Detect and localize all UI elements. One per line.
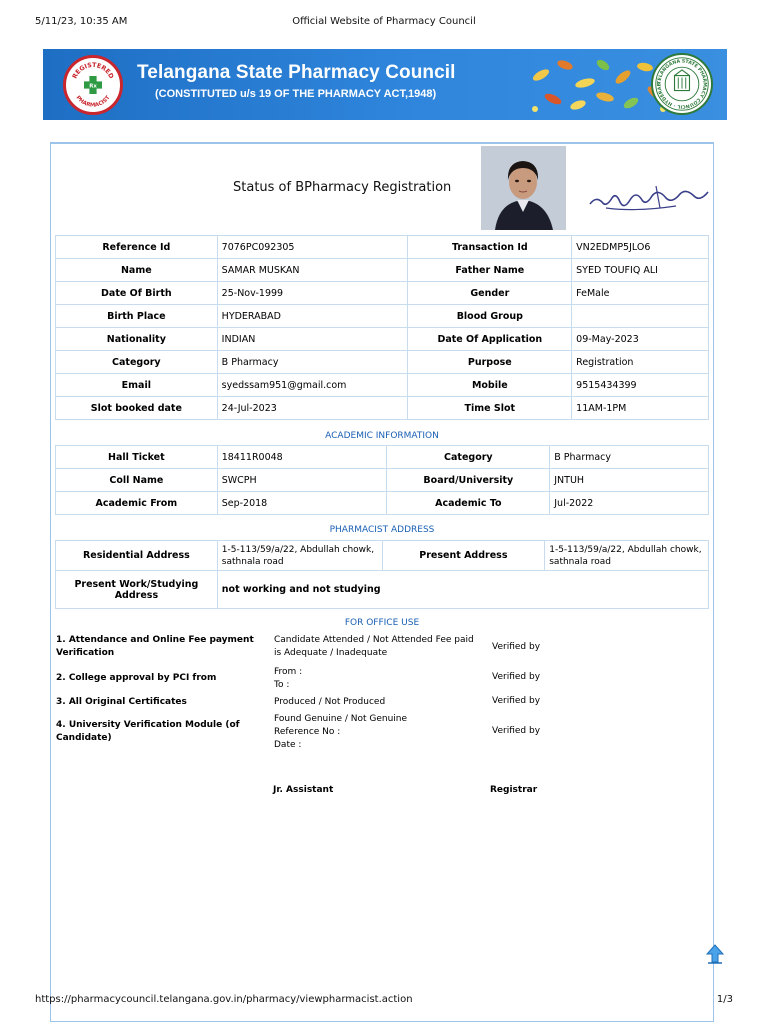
table-row <box>56 236 709 259</box>
table-row <box>56 351 709 374</box>
gender-value: FeMale <box>572 282 709 305</box>
council-seal-text: TELANGANA STATE PHARMACY COUNCIL · HYDERAB <box>657 59 707 109</box>
office-item-verified: Verified by <box>492 696 541 706</box>
office-item-label: 4. University Verification Module (of Candidate) <box>56 720 240 743</box>
time-slot-label: Time Slot <box>408 397 572 420</box>
jr-assistant-signoff: Jr. Assistant <box>273 785 334 795</box>
print-url: https://pharmacycouncil.telangana.gov.in/pharmacy/viewpharmacist.action <box>35 994 413 1005</box>
gender-label: Gender <box>408 282 572 305</box>
table-row <box>56 492 709 515</box>
birth-place-value: HYDERABAD <box>217 305 408 328</box>
purpose-value: Registration <box>572 351 709 374</box>
name-label: Name <box>56 259 218 282</box>
mobile-value: 9515434399 <box>572 374 709 397</box>
office-item-verified: Verified by <box>492 672 541 682</box>
org-subtitle: (CONSTITUTED u/s 19 OF THE PHARMACY ACT,1948) <box>155 88 437 100</box>
time-slot-value: 11AM-1PM <box>572 397 709 420</box>
academic-category-value: B Pharmacy <box>550 446 709 469</box>
print-header <box>35 16 733 30</box>
reference-id-value: 7076PC092305 <box>217 236 408 259</box>
reference-id-label: Reference Id <box>56 236 218 259</box>
table-row <box>56 446 709 469</box>
mobile-label: Mobile <box>408 374 572 397</box>
birth-place-label: Birth Place <box>56 305 218 328</box>
applicant-signature <box>586 182 712 216</box>
coll-name-value: SWCPH <box>217 469 387 492</box>
svg-text:TELANGANA STATE PHARMACY COUNC <box>653 55 708 110</box>
transaction-id-value: VN2EDMP5JLO6 <box>572 236 709 259</box>
office-item-status: Found Genuine / Not Genuine Reference No : Date : <box>274 714 408 750</box>
academic-info-table <box>55 445 709 515</box>
email-value: syedssam951@gmail.com <box>217 374 408 397</box>
table-row <box>56 541 709 571</box>
name-value: SAMAR MUSKAN <box>217 259 408 282</box>
office-item-label: 2. College approval by PCI from <box>56 673 217 683</box>
father-name-label: Father Name <box>408 259 572 282</box>
present-work-address-label: Present Work/Studying Address <box>56 571 218 609</box>
office-item-status: Candidate Attended / Not Attended Fee paid is Adequate / Inadequate <box>274 635 474 658</box>
table-row <box>56 282 709 305</box>
date-of-application-value: 09-May-2023 <box>572 328 709 351</box>
logo-left-mark: Rx <box>89 83 97 90</box>
table-row <box>56 469 709 492</box>
hall-ticket-label: Hall Ticket <box>56 446 218 469</box>
present-address-value: 1-5-113/59/a/22, Abdullah chowk, sathnala road <box>545 541 709 571</box>
email-label: Email <box>56 374 218 397</box>
print-page-title: Official Website of Pharmacy Council <box>292 16 476 27</box>
blood-group-value <box>572 305 709 328</box>
coll-name-label: Coll Name <box>56 469 218 492</box>
office-item-label: 1. Attendance and Online Fee payment Verification <box>56 635 254 658</box>
academic-from-label: Academic From <box>56 492 218 515</box>
scroll-to-top-icon[interactable] <box>706 944 724 964</box>
board-university-label: Board/University <box>387 469 550 492</box>
academic-from-value: Sep-2018 <box>217 492 387 515</box>
print-page-number: 1/3 <box>716 994 733 1005</box>
print-datetime: 5/11/23, 10:35 AM <box>35 16 128 27</box>
office-item-verified: Verified by <box>492 726 541 736</box>
slot-booked-date-value: 24-Jul-2023 <box>217 397 408 420</box>
logo-left-bottom-text: PHARMACIST <box>74 94 112 109</box>
residential-address-label: Residential Address <box>56 541 218 571</box>
pharmacist-address-table <box>55 540 709 609</box>
office-item-verified: Verified by <box>492 642 541 652</box>
table-row <box>56 374 709 397</box>
personal-info-table <box>55 235 709 420</box>
category-value: B Pharmacy <box>217 351 408 374</box>
office-item-status: Produced / Not Produced <box>274 697 386 707</box>
pharmacist-address-heading: PHARMACIST ADDRESS <box>329 525 435 535</box>
academic-to-value: Jul-2022 <box>550 492 709 515</box>
academic-info-heading: ACADEMIC INFORMATION <box>325 431 439 441</box>
registered-pharmacist-logo-icon <box>63 55 123 115</box>
applicant-photo <box>481 146 566 230</box>
table-row <box>56 397 709 420</box>
table-row <box>56 328 709 351</box>
father-name-value: SYED TOUFIQ ALI <box>572 259 709 282</box>
page-title: Status of BPharmacy Registration <box>233 180 452 195</box>
dob-label: Date Of Birth <box>56 282 218 305</box>
nationality-label: Nationality <box>56 328 218 351</box>
board-university-value: JNTUH <box>550 469 709 492</box>
dob-value: 25-Nov-1999 <box>217 282 408 305</box>
table-row <box>56 571 709 609</box>
org-name: Telangana State Pharmacy Council <box>137 62 456 83</box>
table-row <box>56 305 709 328</box>
svg-text:PHARMACIST <box>75 95 112 109</box>
present-work-address-value: not working and not studying <box>217 571 708 609</box>
council-seal-icon <box>651 53 713 115</box>
academic-category-label: Category <box>387 446 550 469</box>
office-use-heading: FOR OFFICE USE <box>344 618 420 628</box>
residential-address-value: 1-5-113/59/a/22, Abdullah chowk, sathnala road <box>217 541 382 571</box>
date-of-application-label: Date Of Application <box>408 328 572 351</box>
site-banner <box>43 49 727 120</box>
purpose-label: Purpose <box>408 351 572 374</box>
category-label: Category <box>56 351 218 374</box>
table-row <box>56 259 709 282</box>
registrar-signoff: Registrar <box>490 785 538 795</box>
logo-left-top-text: REGISTERED <box>71 61 115 80</box>
transaction-id-label: Transaction Id <box>408 236 572 259</box>
print-footer <box>35 994 733 1008</box>
present-address-label: Present Address <box>382 541 545 571</box>
office-item-status: From : To : <box>274 667 303 690</box>
office-item-label: 3. All Original Certificates <box>56 697 187 707</box>
hall-ticket-value: 18411R0048 <box>217 446 387 469</box>
blood-group-label: Blood Group <box>408 305 572 328</box>
nationality-value: INDIAN <box>217 328 408 351</box>
slot-booked-date-label: Slot booked date <box>56 397 218 420</box>
academic-to-label: Academic To <box>387 492 550 515</box>
